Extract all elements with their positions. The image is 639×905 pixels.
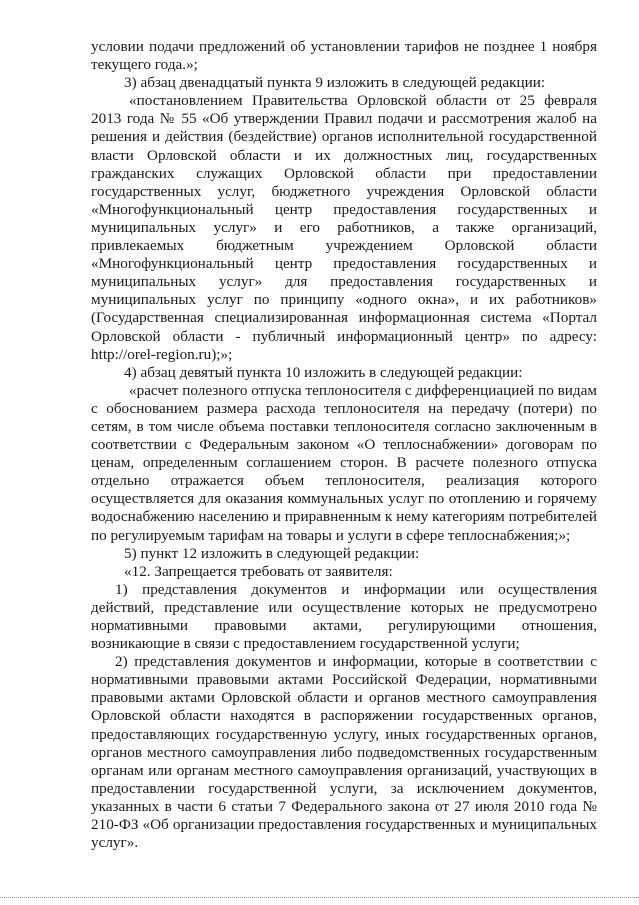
paragraph-amendment-5: 5) пункт 12 изложить в следующей редакции:: [124, 544, 420, 562]
paragraph-tariff-deadline: условии подачи предложений об установлении тарифов не позднее 1 ноября текущего года.»;: [91, 38, 597, 74]
paragraph-item-12-2: 2) представления документов и информации, которые в соответствии с нормативными правовыми актами Российской Федерации, нормативными правовыми актами Орловской области и органов местного самоуправления Орловской области находятся в распоряжении государственных органов, предоставляющих государственную услугу, иных государственных органов, органов местного самоуправления либо подведомственных государственным органам или органам местного самоуправления организаций, участвующих в предоставлении государственной услуги, за исключением документов, указанных в части 6 статьи 7 Федерального закона от 27 июля 2010 года № 210-ФЗ «Об организации предоставления государственных и муниципальных услуг».: [91, 653, 597, 852]
paragraph-amendment-3: 3) абзац двенадцатый пункта 9 изложить в следующей редакции:: [124, 74, 546, 92]
document-body: [91, 38, 597, 852]
paragraph-amendment-4: 4) абзац девятый пункта 10 изложить в следующей редакции:: [124, 363, 523, 381]
page-bottom-divider: [0, 897, 639, 898]
paragraph-item-12-1: 1) представления документов и информации или осуществления действий, представление или осуществление которых не предусмотрено нормативными правовыми актами, регулирующими отношения, возникающие в связи с предоставлением государственной услуги;: [91, 580, 597, 653]
paragraph-item-12-heading: «12. Запрещается требовать от заявителя:: [124, 562, 393, 580]
paragraph-calculation-quote: «расчет полезного отпуска теплоносителя с дифференциацией по видам с обоснованием размера расхода теплоносителя на передачу (потери) по сетям, в том числе объема поставки теплоносителя согласно заключенным в соответствии с Федеральным законом «О теплоснабжении» договорам по ценам, определенным соглашением сторон. В расчете полезного отпуска отдельно отражается объем теплоносителя, реализация которого осуществляется для оказания коммунальных услуг по отоплению и горячему водоснабжению населению и приравненным к нему категориям потребителей по регулируемым тарифам на товары и услуги в сфере теплоснабжения;»;: [91, 381, 597, 544]
paragraph-resolution-quote: «постановлением Правительства Орловской области от 25 февраля 2013 года № 55 «Об утверждении Правил подачи и рассмотрения жалоб на решения и действия (бездействие) органов исполнительной государственной власти Орловской области и их должностных лиц, государственных гражданских служащих Орловской области при предоставлении государственных услуг, бюджетного учреждения Орловской области «Многофункциональный центр предоставления государственных и муниципальных услуг» и его работников, а также организаций, привлекаемых бюджетным учреждением Орловской области «Многофункциональный центр предоставления государственных и муниципальных услуг» для предоставления государственных и муниципальных услуг по принципу «одного окна», и их работников» (Государственная специализированная информационная система «Портал Орловской области - публичный информационный центр» по адресу: http://orel-region.ru);»;: [91, 92, 597, 363]
